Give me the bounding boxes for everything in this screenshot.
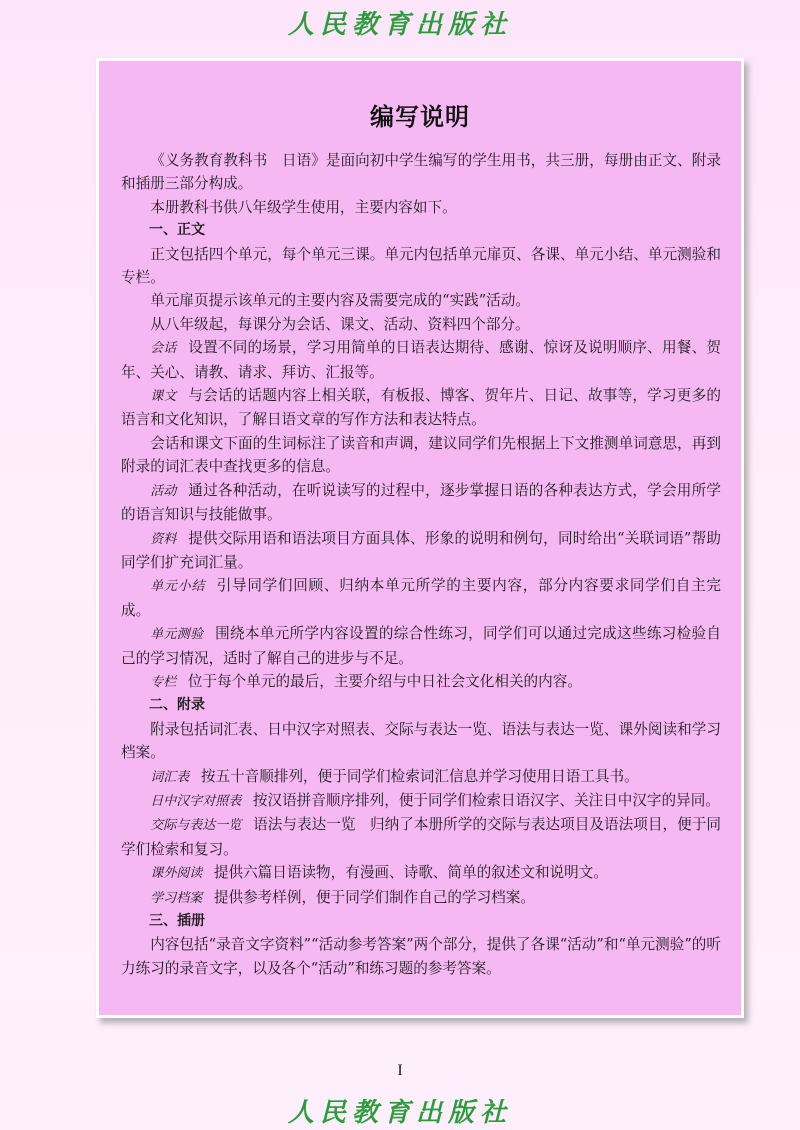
term-text: 提供六篇日语读物，有漫画、诗歌、简单的叙述文和说明文。 [213, 864, 608, 882]
term-label: 日中汉字对照表 [150, 793, 242, 809]
intro-paragraph: 《义务教育教科书 日语》是面向初中学生编写的学生用书，共三册，每册由正文、附录和插册三部分构成。 [121, 152, 721, 193]
paragraph: 正文包括四个单元，每个单元三课。单元内包括单元扉页、各课、单元小结、单元测验和专栏。 [121, 245, 721, 287]
term-text: 按五十音顺排列，便于同学们检索词汇信息并学习使用日语工具书。 [200, 767, 639, 785]
term-text: 按汉语拼音顺序排列，便于同学们检索日语汉字、关注日中汉字的异同。 [252, 791, 720, 809]
term-item [121, 861, 721, 885]
term-item [121, 384, 721, 432]
term-item [121, 789, 721, 813]
term-text: 通过各种活动，在听说读写的过程中，逐步掌握日语的各种表达方式，学会用所学的语言知识与技能做事。 [121, 481, 721, 524]
term-label: 资料 [150, 531, 177, 547]
term-label: 学习档案 [150, 890, 203, 906]
term-item [121, 813, 721, 861]
page-number: I [397, 1062, 403, 1079]
section-heading: 一、正文 [149, 222, 205, 239]
paragraph: 内容包括“录音文字资料”“活动参考答案”两个部分，提供了各课“活动”和“单元测验”的听力练习的录音文字，以及各个“活动”和练习题的参考答案。 [121, 936, 721, 977]
paragraph: 附录包括词汇表、日中汉字对照表、交际与表达一览、语法与表达一览、课外阅读和学习档案。 [121, 720, 721, 762]
section-heading: 三、插册 [149, 913, 205, 929]
term-label: 课文 [150, 389, 177, 405]
paragraph: 单元扉页提示该单元的主要内容及需要完成的“实践”活动。 [150, 292, 530, 310]
term-item [121, 670, 721, 694]
term-item [121, 479, 721, 527]
term-label: 会话 [150, 341, 177, 357]
term-item [121, 336, 721, 384]
term-label: 活动 [150, 483, 177, 499]
term-item [121, 765, 721, 789]
term-text: 提供参考样例，便于同学们制作自己的学习档案。 [213, 888, 535, 906]
term-text: 引导同学们回顾、归纳本单元所学的主要内容，部分内容要求同学们自主完成。 [121, 577, 721, 619]
term-label: 交际与表达一览 [150, 818, 242, 834]
term-item [121, 527, 721, 575]
term-label: 词汇表 [150, 769, 190, 785]
page-title: 编写说明 [370, 103, 470, 131]
term-text: 提供交际用语和语法项目方面具体、形象的说明和例句，同时给出“关联词语”帮助同学们扩充词汇量。 [121, 529, 721, 571]
term-text: 位于每个单元的最后，主要介绍与中日社会文化相关的内容。 [187, 672, 582, 690]
body-text [121, 149, 721, 980]
term-text: 与会话的话题内容上相关联，有板报、博客、贺年片、日记、故事等，学习更多的语言和文化知识，了解日语文章的写作方法和表达特点。 [121, 387, 721, 429]
term-text: 语法与表达一览 归纳了本册所学的交际与表达项目及语法项目，便于同学们检索和复习。 [121, 816, 721, 858]
term-label: 专栏 [150, 674, 177, 690]
section-heading: 二、附录 [149, 697, 205, 714]
paragraph: 从八年级起，每课分为会话、课文、活动、资料四个部分。 [150, 315, 530, 333]
intro-paragraph: 本册教科书供八年级学生使用，主要内容如下。 [150, 198, 457, 216]
term-label: 单元小结 [150, 579, 206, 595]
term-label: 单元测验 [150, 627, 204, 643]
term-item [121, 574, 721, 622]
term-item [121, 886, 721, 910]
term-item [121, 622, 721, 670]
content-panel [96, 58, 744, 1018]
term-text: 设置不同的场景，学习用简单的日语表达期待、感谢、惊讶及说明顺序、用餐、贺年、关心、请教、请求、拜访、汇报等。 [121, 339, 721, 381]
publisher-logo-bottom: 人民教育出版社 [287, 1098, 512, 1128]
paragraph: 会话和课文下面的生词标注了读音和声调，建议同学们先根据上下文推测单词意思，再到附录的词汇表中查找更多的信息。 [121, 434, 721, 476]
publisher-logo-top: 人民教育出版社 [287, 10, 512, 40]
term-text: 围绕本单元所学内容设置的综合性练习，同学们可以通过完成这些练习检验自己的学习情况，适时了解自己的进步与不足。 [121, 625, 721, 667]
term-label: 课外阅读 [150, 866, 203, 882]
